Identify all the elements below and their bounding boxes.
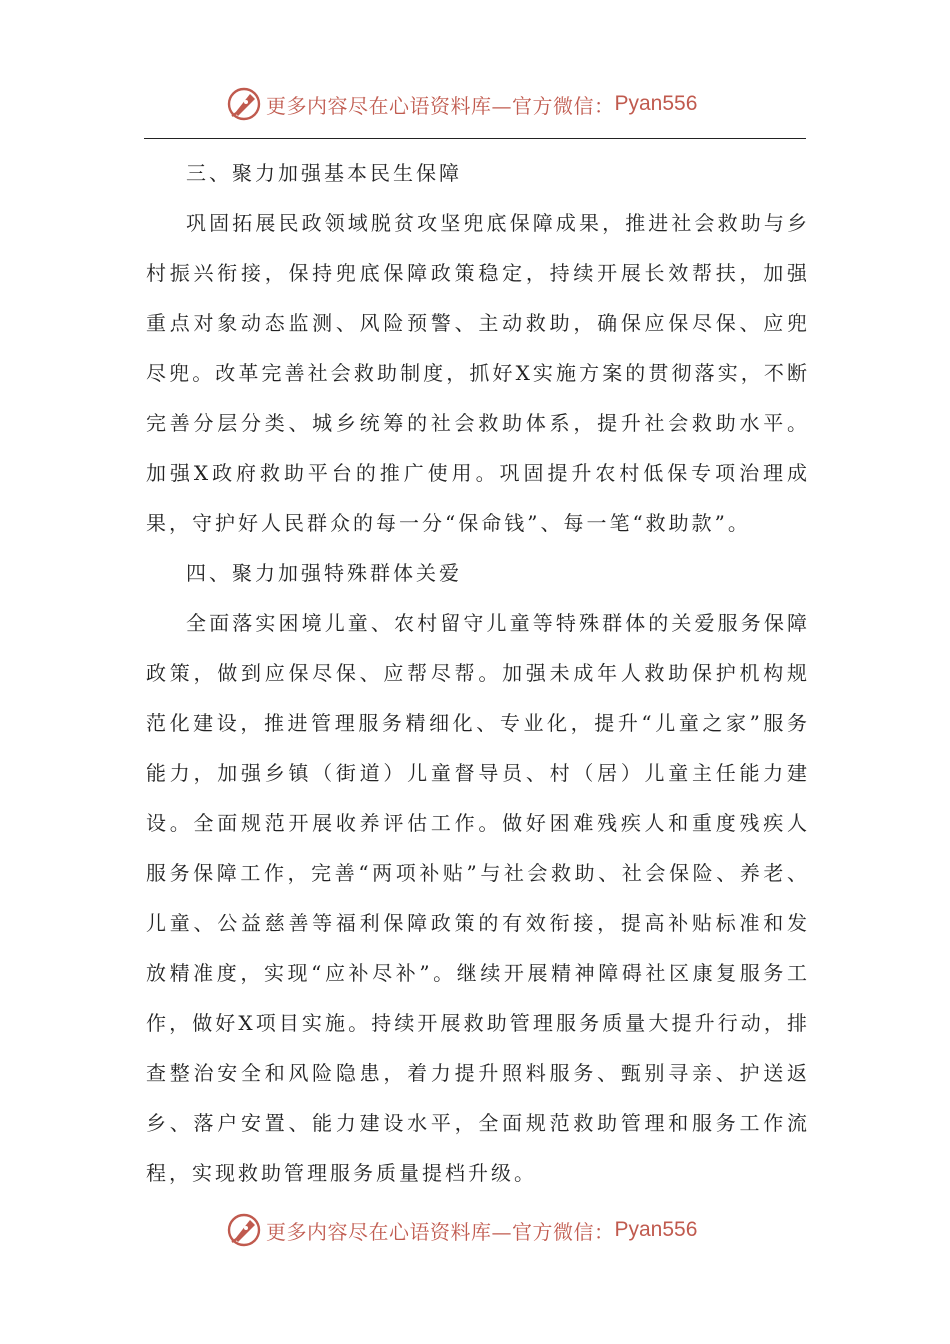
header-banner [226,84,697,124]
footer-banner-text: 更多内容尽在心语资料库—官方微信： [266,1219,615,1244]
section-paragraph-4: 全面落实困境儿童、农村留守儿童等特殊群体的关爱服务保障政策，做到应保尽保、应帮尽帮。加强未成年人救助保护机构规范化建设，推进管理服务精细化、专业化，提升“儿童之家”服务能力，加强乡镇（街道）儿童督导员、村（居）儿童主任能力建设。全面规范开展收养评估工作。做好困难残疾人和重度残疾人服务保障工作，完善“两项补贴”与社会救助、社会保险、养老、儿童、公益慈善等福利保障政策的有效衔接，提高补贴标准和发放精准度，实现“应补尽补”。继续开展精神障碍社区康复服务工作，做好X项目实施。持续开展救助管理服务质量大提升行动，排查整治安全和风险隐患，着力提升照料服务、甄别寻亲、护送返乡、落户安置、能力建设水平，全面规范救助管理和服务工作流程，实现救助管理服务质量提档升级。 [146,611,810,1185]
header-banner-text: 更多内容尽在心语资料库—官方微信： [266,93,615,118]
section-heading-4: 四、聚力加强特殊群体关爱 [186,561,462,585]
section-paragraph-3: 巩固拓展民政领域脱贫攻坚兜底保障成果，推进社会救助与乡村振兴衔接，保持兜底保障政策稳定，持续开展长效帮扶，加强重点对象动态监测、风险预警、主动救助，确保应保尽保、应兜尽兜。改革完善社会救助制度，抓好X实施方案的贯彻落实，不断完善分层分类、城乡统筹的社会救助体系，提升社会救助水平。加强X政府救助平台的推广使用。巩固提升农村低保专项治理成果，守护好人民群众的每一分“保命钱”、每一笔“救助款”。 [146,211,810,535]
document-body [146,148,810,1198]
footer-banner [226,1210,697,1250]
header-divider [144,138,806,139]
section-heading-3: 三、聚力加强基本民生保障 [186,161,462,185]
footer-wechat-id: Pyan556 [614,1218,698,1241]
header-wechat-id: Pyan556 [614,92,698,115]
pen-nib-logo-icon [226,1212,262,1248]
pen-nib-logo-icon [226,86,262,122]
